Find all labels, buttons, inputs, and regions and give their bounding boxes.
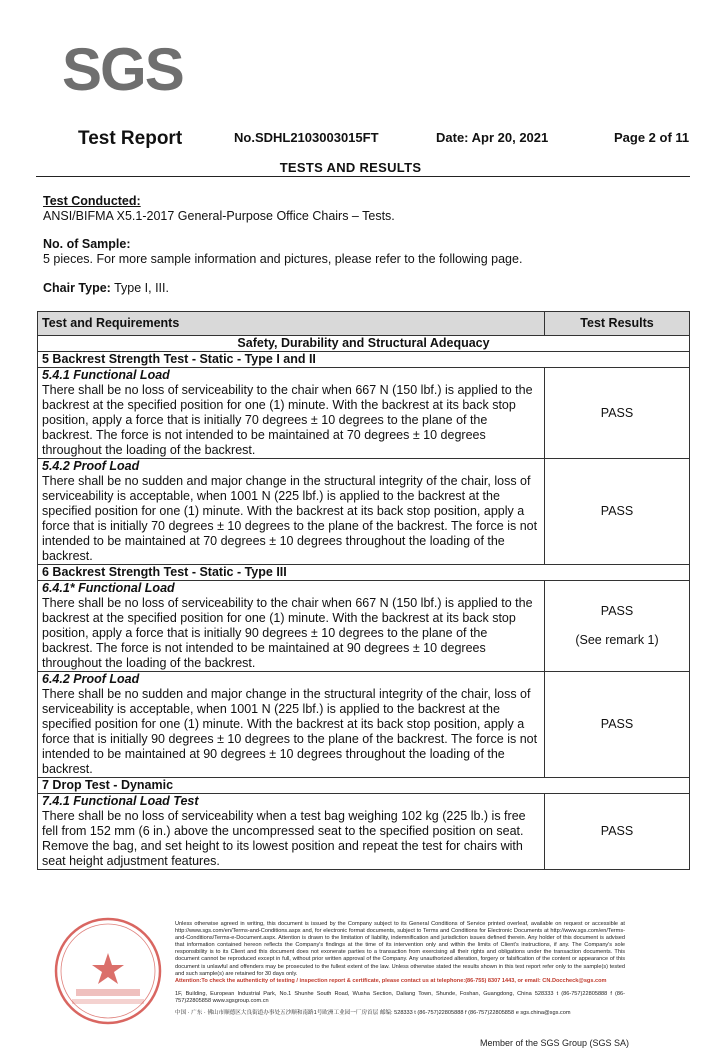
item-text: There shall be no loss of serviceability when a test bag weighing 102 kg (225 lb.) is free fell from 152 mm (6 in.) above the uncompressed seat to the specified position on seat. Remove the bag, and set height to its lowest position and repeat the test for chairs with seat height adjustment features.	[42, 809, 526, 868]
requirement-cell	[38, 459, 545, 565]
section-title-6: 6 Backrest Strength Test - Static - Type III	[38, 565, 690, 581]
item-text: There shall be no sudden and major change in the structural integrity of the chair, loss of serviceability is acceptable, when 1001 N (225 lbf.) is applied to the backrest at the specified position for one (1) minute. With the backrest at its back stop position, apply a force that is initially 90 degrees ± 10 degrees to the plane of the backrest. The force is not intended to be maintained at 90 degrees ± 10 degrees throughout the loading of the backrest.	[42, 687, 538, 776]
results-table	[37, 311, 690, 870]
inspection-seal-stamp	[52, 915, 164, 1027]
report-title: Test Report	[78, 128, 183, 149]
table-header-row	[38, 312, 690, 336]
report-number: No.SDHL2103003015FT	[234, 130, 379, 145]
requirement-cell	[38, 672, 545, 778]
address-english: 1F, Building, European Industrial Park, No.1 Shunhe South Road, Wusha Section, Daliang Town, Shunde, Foshan, Guangdong, China 528333 t (86-757)22805888 f (86-757)22805858 www.sgsgroup.com.cn	[175, 990, 625, 1004]
result-cell	[545, 794, 690, 870]
requirement-cell	[38, 581, 545, 672]
address-chinese: 中国 · 广东 · 佛山市顺德区大良街道办事处五沙顺和南路1号欧洲工业园一厂房首层 邮编: 528333 t (86-757)22805888 f (86-757)22805858 e sgs.china@sgs.com	[175, 1010, 571, 1017]
table-row	[38, 794, 690, 870]
header-divider	[36, 176, 690, 177]
footer-disclaimer	[175, 921, 625, 1017]
sample-value: 5 pieces. For more sample information and pictures, please refer to the following page.	[43, 252, 523, 266]
sample-block	[43, 237, 522, 267]
item-subtitle: 5.4.2 Proof Load	[42, 459, 140, 473]
result-value: PASS	[600, 824, 634, 838]
item-text: There shall be no sudden and major change in the structural integrity of the chair, loss of serviceability is acceptable, when 1001 N (225 lbf.) is applied to the backrest at the specified position for one (1) minute. With the backrest at its back stop position, apply a force that is initially 70 degrees ± 10 degrees to the plane of the backrest. The force is not intended to be maintained at 70 degrees ± 10 degrees throughout the loading of the backrest.	[42, 474, 538, 563]
section-row	[38, 352, 690, 368]
result-cell	[545, 581, 690, 672]
section-title: TESTS AND RESULTS	[279, 160, 422, 175]
result-remark: (See remark 1)	[575, 633, 659, 647]
table-row	[38, 672, 690, 778]
test-conducted-value: ANSI/BIFMA X5.1-2017 General-Purpose Office Chairs – Tests.	[43, 209, 395, 223]
test-conducted-block	[43, 194, 395, 224]
table-row	[38, 368, 690, 459]
result-cell	[545, 672, 690, 778]
test-conducted-label: Test Conducted:	[43, 194, 141, 208]
chair-type-label: Chair Type:	[43, 281, 111, 295]
authenticity-notice: Attention:To check the authenticity of testing / inspection report & certificate, please contact us at telephone:(86-755) 8307 1443, or email: CN.Doccheck@sgs.com	[175, 977, 607, 984]
section-row	[38, 565, 690, 581]
item-subtitle: 7.4.1 Functional Load Test	[42, 794, 199, 808]
requirement-cell	[38, 794, 545, 870]
sgs-logo: SGS	[62, 36, 183, 103]
item-text: There shall be no loss of serviceability to the chair when 667 N (150 lbf.) is applied to the backrest at the specified position for one (1) minute. With the backrest at its back stop position, apply a force that is initially 70 degrees ± 10 degrees to the plane of the backrest. The force is not intended to be maintained at 70 degrees ± 10 degrees throughout the loading of the backrest.	[42, 383, 533, 457]
section-title-7: 7 Drop Test - Dynamic	[38, 778, 690, 794]
page-number: Page 2 of 11	[614, 130, 690, 145]
result-cell	[545, 368, 690, 459]
col-header-requirements: Test and Requirements	[38, 312, 545, 336]
table-row	[38, 459, 690, 565]
section-title-5: 5 Backrest Strength Test - Static - Type I and II	[38, 352, 690, 368]
group-title: Safety, Durability and Structural Adequacy	[38, 336, 690, 352]
result-value: PASS	[600, 405, 634, 420]
report-date: Date: Apr 20, 2021	[436, 130, 549, 145]
result-value: PASS	[600, 504, 634, 518]
item-subtitle: 6.4.1* Functional Load	[42, 581, 175, 595]
chair-type-value: Type I, III.	[114, 281, 169, 295]
chair-type-block	[43, 281, 169, 296]
sgs-group-membership: Member of the SGS Group (SGS SA)	[480, 1038, 630, 1048]
section-row	[38, 778, 690, 794]
requirement-cell	[38, 368, 545, 459]
item-subtitle: 5.4.1 Functional Load	[42, 368, 170, 382]
result-value: PASS	[600, 717, 634, 731]
item-subtitle: 6.4.2 Proof Load	[42, 672, 140, 686]
table-row	[38, 581, 690, 672]
result-cell	[545, 459, 690, 565]
sample-label: No. of Sample:	[43, 237, 131, 251]
col-header-results: Test Results	[545, 312, 690, 336]
result-value: PASS	[600, 604, 634, 618]
item-text: There shall be no loss of serviceability to the chair when 667 N (150 lbf.) is applied to the backrest at the specified position for one (1) minute. With the backrest at its back stop position, apply a force that is initially 90 degrees ± 10 degrees to the plane of the backrest. The force is not intended to be maintained at 90 degrees ± 10 degrees throughout the loading of the backrest.	[42, 596, 533, 670]
disclaimer-text: Unless otherwise agreed in writing, this document is issued by the Company subject to its General Conditions of Service printed overleaf, available on request or accessible at http://www.sgs.com/en/Terms-and-Conditions.aspx and, for electronic format documents, subject to Terms and Conditions for Electronic Documents at http://www.sgs.com/en/Terms-and-Conditions/Terms-e-Document.aspx. Attention is drawn to the limitation of liability, indemnification and jurisdiction issues defined therein. Any holder of this document is advised that information contained hereon reflects the Company's findings at the time of its intervention only and within the limits of Client's instructions, if any. The Company's sole responsibility is to its Client and this document does not exonerate parties to a transaction from exercising all their rights and obligations under the transaction documents. This document cannot be reproduced except in full, without prior written approval of the Company. Any unauthorized alteration, forgery or falsification of the content or appearance of this document is unlawful and offenders may be prosecuted to the fullest extent of the law. Unless otherwise stated the results shown in this test report refer only to the sample(s) tested and such sample(s) are retained for 30 days only.	[175, 921, 625, 977]
group-row	[38, 336, 690, 352]
